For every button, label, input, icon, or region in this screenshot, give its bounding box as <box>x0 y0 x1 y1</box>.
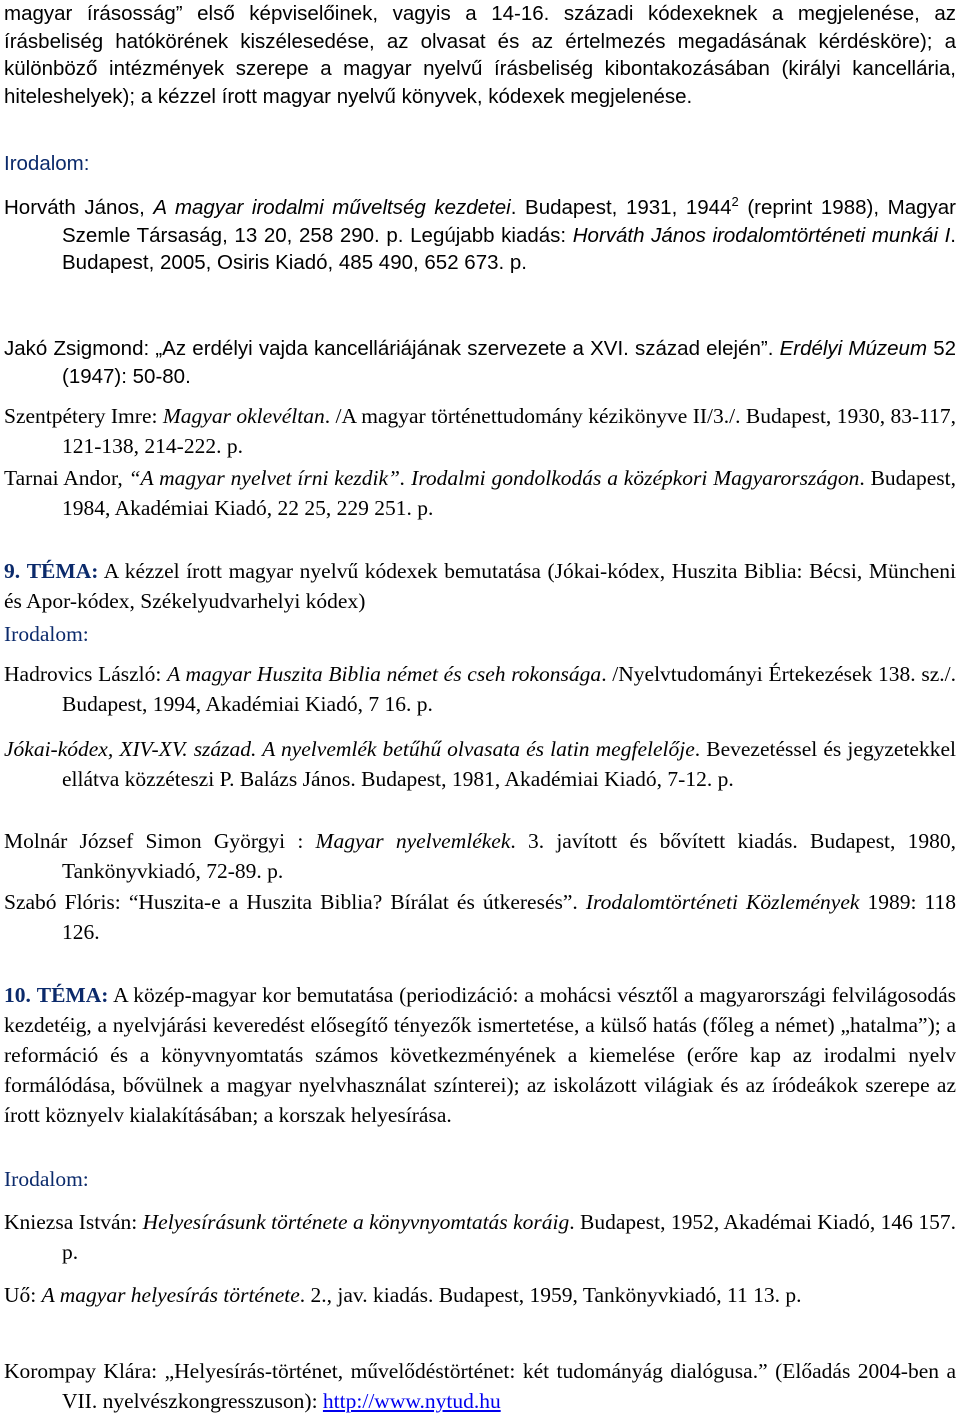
reference-item: Jókai-kódex, XIV-XV. század. A nyelvemlék betűhű olvasata és latin megfelelője. Bevezetéssel és jegyzetekkel ellátva közzéteszi P. Balázs János. Budapest, 1981, Akadémiai Kiadó, 7-12. p. <box>4 737 956 791</box>
topic-number: 10. <box>4 983 31 1007</box>
literature-heading-8: Irodalom: <box>4 152 90 175</box>
nytud-link[interactable]: http://www.nytud.hu <box>322 1389 501 1413</box>
reference-item: Szentpétery Imre: Magyar oklevéltan. /A magyar történettudomány kézikönyve II/3./. Budapest, 1930, 83-117, 121-138, 214-222. p. <box>4 404 956 458</box>
reference-item: Szabó Flóris: “Huszita-e a Huszita Biblia? Bírálat és útkeresés”. Irodalomtörténeti Közlemények 1989: 118 126. <box>4 890 956 944</box>
reference-item: Jakó Zsigmond: „Az erdélyi vajda kancelláriájának szervezete a XVI. század elején”. Erdélyi Múzeum 52 (1947): 50-80. <box>4 337 957 388</box>
reference-item: Tarnai Andor, “A magyar nyelvet írni kezdik”. Irodalmi gondolkodás a középkori Magyarországon. Budapest, 1984, Akadémiai Kiadó, 22 25, 229 251. p. <box>4 466 956 520</box>
topic-number: 9. <box>4 559 21 583</box>
reference-item: Kniezsa István: Helyesírásunk története a könyvnyomtatás koráig. Budapest, 1952, Akadémai Kiadó, 146 157. p. <box>4 1210 956 1264</box>
reference-item: Korompay Klára: „Helyesírás-történet, művelődéstörténet: két tudományág dialógusa.” (Előadás 2004-ben a VII. nyelvészkongresszuson): http://www.nytud.hu <box>4 1359 956 1413</box>
literature-heading-9: Irodalom: <box>4 622 89 646</box>
topic-label: TÉMA: <box>26 559 99 583</box>
topic-label: TÉMA: <box>36 983 109 1007</box>
topic-9-paragraph: 9. TÉMA: A kézzel írott magyar nyelvű kódexek bemutatása (Jókai-kódex, Huszita Biblia: Bécsi, Müncheni és Apor-kódex, Székelyudvarhelyi kódex) <box>4 559 957 613</box>
topic-10-paragraph: 10. TÉMA: A közép-magyar kor bemutatása (periodizáció: a mohácsi vésztől a magyarországi felvilágosodás kezdetéig, a nyelvjárási keveredést elősegítő tényezők ismertetése, a külső hatás (főleg a német) „hatalma”); a reformáció és a könyvnyomtatás számos következményének a kiemelése (erőre kap az irodalmi nyelv formálódása, bővülnek a magyar nyelvhasználat színterei); az iskolázott világiak és az íródeákok szerepe az írott köznyelv kialakításában; a korszak helyesírása. <box>4 983 957 1127</box>
reference-item: Hadrovics László: A magyar Huszita Biblia német és cseh rokonsága. /Nyelvtudományi Értekezések 138. sz./. Budapest, 1994, Akadémiai Kiadó, 7 16. p. <box>4 662 956 716</box>
intro-paragraph: magyar írásosság” első képviselőinek, vagyis a 14-16. századi kódexeknek a megjelenése, az írásbeliség hatókörének kiszélesedése, az olvasat és az értelmezés megadásának kérdésköre); a különböző intézmények szerepe a magyar nyelvű írásbeliség kibontakozásában (királyi kancellária, hiteleshelyek); a kézzel írott magyar nyelvű könyvek, kódexek megjelenése. <box>4 2 956 108</box>
reference-item: Horváth János, A magyar irodalmi műveltség kezdetei. Budapest, 1931, 1944$^2$ (reprint 1988), Magyar Szemle Társaság, 13 20, 258 290. p. Legújabb kiadás: Horváth János irodalomtörténeti munkái I. Budapest, 2005, Osiris Kiadó, 485 490, 652 673. p. <box>4 194 956 274</box>
reference-item: Uő: A magyar helyesírás története. 2., jav. kiadás. Budapest, 1959, Tankönyvkiadó, 11 13. p. <box>4 1283 802 1307</box>
reference-item: Molnár József Simon Györgyi : Magyar nyelvemlékek. 3. javított és bővített kiadás. Budapest, 1980, Tankönyvkiadó, 72-89. p. <box>4 829 957 883</box>
literature-heading-10: Irodalom: <box>4 1167 89 1191</box>
